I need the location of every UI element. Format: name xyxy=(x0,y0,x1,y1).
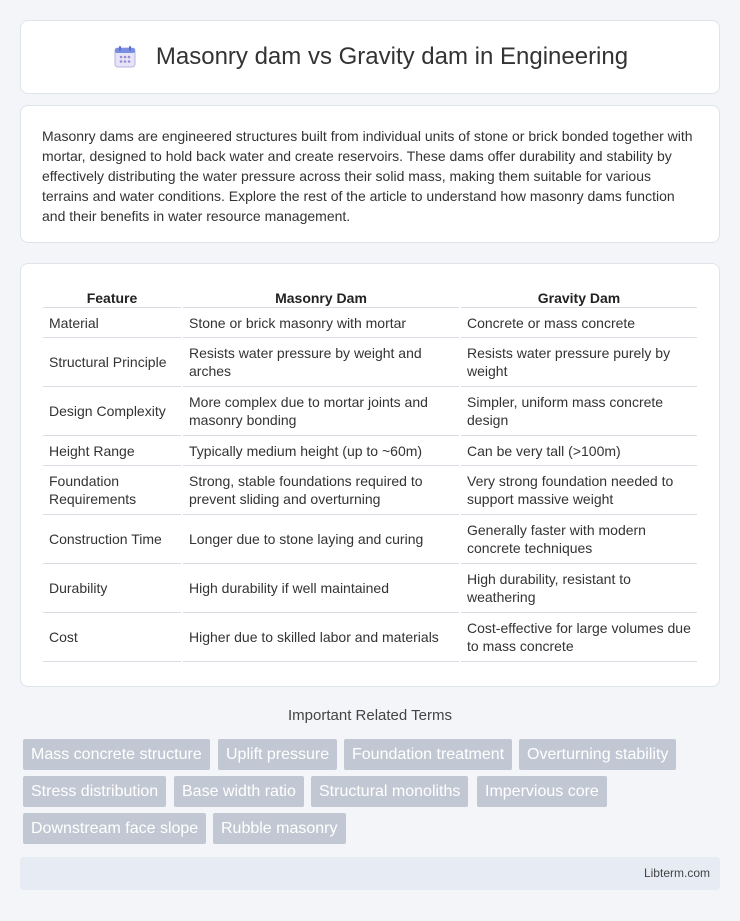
comparison-table xyxy=(41,284,699,662)
table-cell: High durability if well maintained xyxy=(183,564,459,613)
footer xyxy=(20,857,720,890)
term-chip[interactable]: Downstream face slope xyxy=(23,813,206,844)
table-cell: Generally faster with modern concrete techniques xyxy=(461,515,697,564)
table-cell: Concrete or mass concrete xyxy=(461,308,697,338)
related-terms-title: Important Related Terms xyxy=(288,707,452,724)
table-row xyxy=(43,466,697,515)
table-cell: Cost xyxy=(43,613,181,662)
calendar-icon xyxy=(112,44,138,70)
table-cell: Durability xyxy=(43,564,181,613)
comparison-table-card xyxy=(20,263,720,687)
table-cell: Material xyxy=(43,308,181,338)
table-cell: Very strong foundation needed to support massive weight xyxy=(461,466,697,515)
table-cell: More complex due to mortar joints and masonry bonding xyxy=(183,387,459,436)
term-chip[interactable]: Mass concrete structure xyxy=(23,739,210,770)
term-chip[interactable]: Overturning stability xyxy=(519,739,676,770)
intro-paragraph: Masonry dams are engineered structures built from individual units of stone or brick bonded together with mortar, designed to hold back water and create reservoirs. These dams offer durability and stability by effectively distributing the water pressure across their solid mass, making them suitable for various terrains and water conditions. Explore the rest of the article to understand how masonry dams function and their benefits in water resource management. xyxy=(42,128,693,224)
table-cell: Simpler, uniform mass concrete design xyxy=(461,387,697,436)
table-row xyxy=(43,387,697,436)
table-header-feature: Feature xyxy=(43,284,181,308)
header-card xyxy=(20,20,720,94)
term-chip[interactable]: Foundation treatment xyxy=(344,739,512,770)
table-cell: Cost-effective for large volumes due to mass concrete xyxy=(461,613,697,662)
table-row xyxy=(43,338,697,387)
table-cell: Longer due to stone laying and curing xyxy=(183,515,459,564)
term-chip[interactable]: Stress distribution xyxy=(23,776,166,807)
table-row xyxy=(43,613,697,662)
term-chip[interactable]: Structural monoliths xyxy=(311,776,468,807)
table-cell: Height Range xyxy=(43,436,181,466)
term-chip[interactable]: Uplift pressure xyxy=(218,739,337,770)
table-cell: Construction Time xyxy=(43,515,181,564)
term-chip[interactable]: Base width ratio xyxy=(174,776,304,807)
table-cell: Structural Principle xyxy=(43,338,181,387)
page-title: Masonry dam vs Gravity dam in Engineering xyxy=(155,43,629,70)
table-row xyxy=(43,436,697,466)
table-cell: Higher due to skilled labor and materials xyxy=(183,613,459,662)
table-cell: Can be very tall (>100m) xyxy=(461,436,697,466)
table-cell: Foundation Requirements xyxy=(43,466,181,515)
table-cell: Resists water pressure by weight and arches xyxy=(183,338,459,387)
table-cell: High durability, resistant to weathering xyxy=(461,564,697,613)
term-chip[interactable]: Rubble masonry xyxy=(213,813,346,844)
term-chip[interactable]: Impervious core xyxy=(477,776,607,807)
table-cell: Stone or brick masonry with mortar xyxy=(183,308,459,338)
table-header-gravity: Gravity Dam xyxy=(461,284,697,308)
table-row xyxy=(43,515,697,564)
table-cell: Typically medium height (up to ~60m) xyxy=(183,436,459,466)
table-row xyxy=(43,308,697,338)
table-header-masonry: Masonry Dam xyxy=(183,284,459,308)
table-cell: Strong, stable foundations required to prevent sliding and overturning xyxy=(183,466,459,515)
table-cell: Design Complexity xyxy=(43,387,181,436)
footer-site-link[interactable]: Libterm.com xyxy=(643,866,710,880)
intro-card xyxy=(20,105,720,243)
table-cell: Resists water pressure purely by weight xyxy=(461,338,697,387)
table-row xyxy=(43,564,697,613)
